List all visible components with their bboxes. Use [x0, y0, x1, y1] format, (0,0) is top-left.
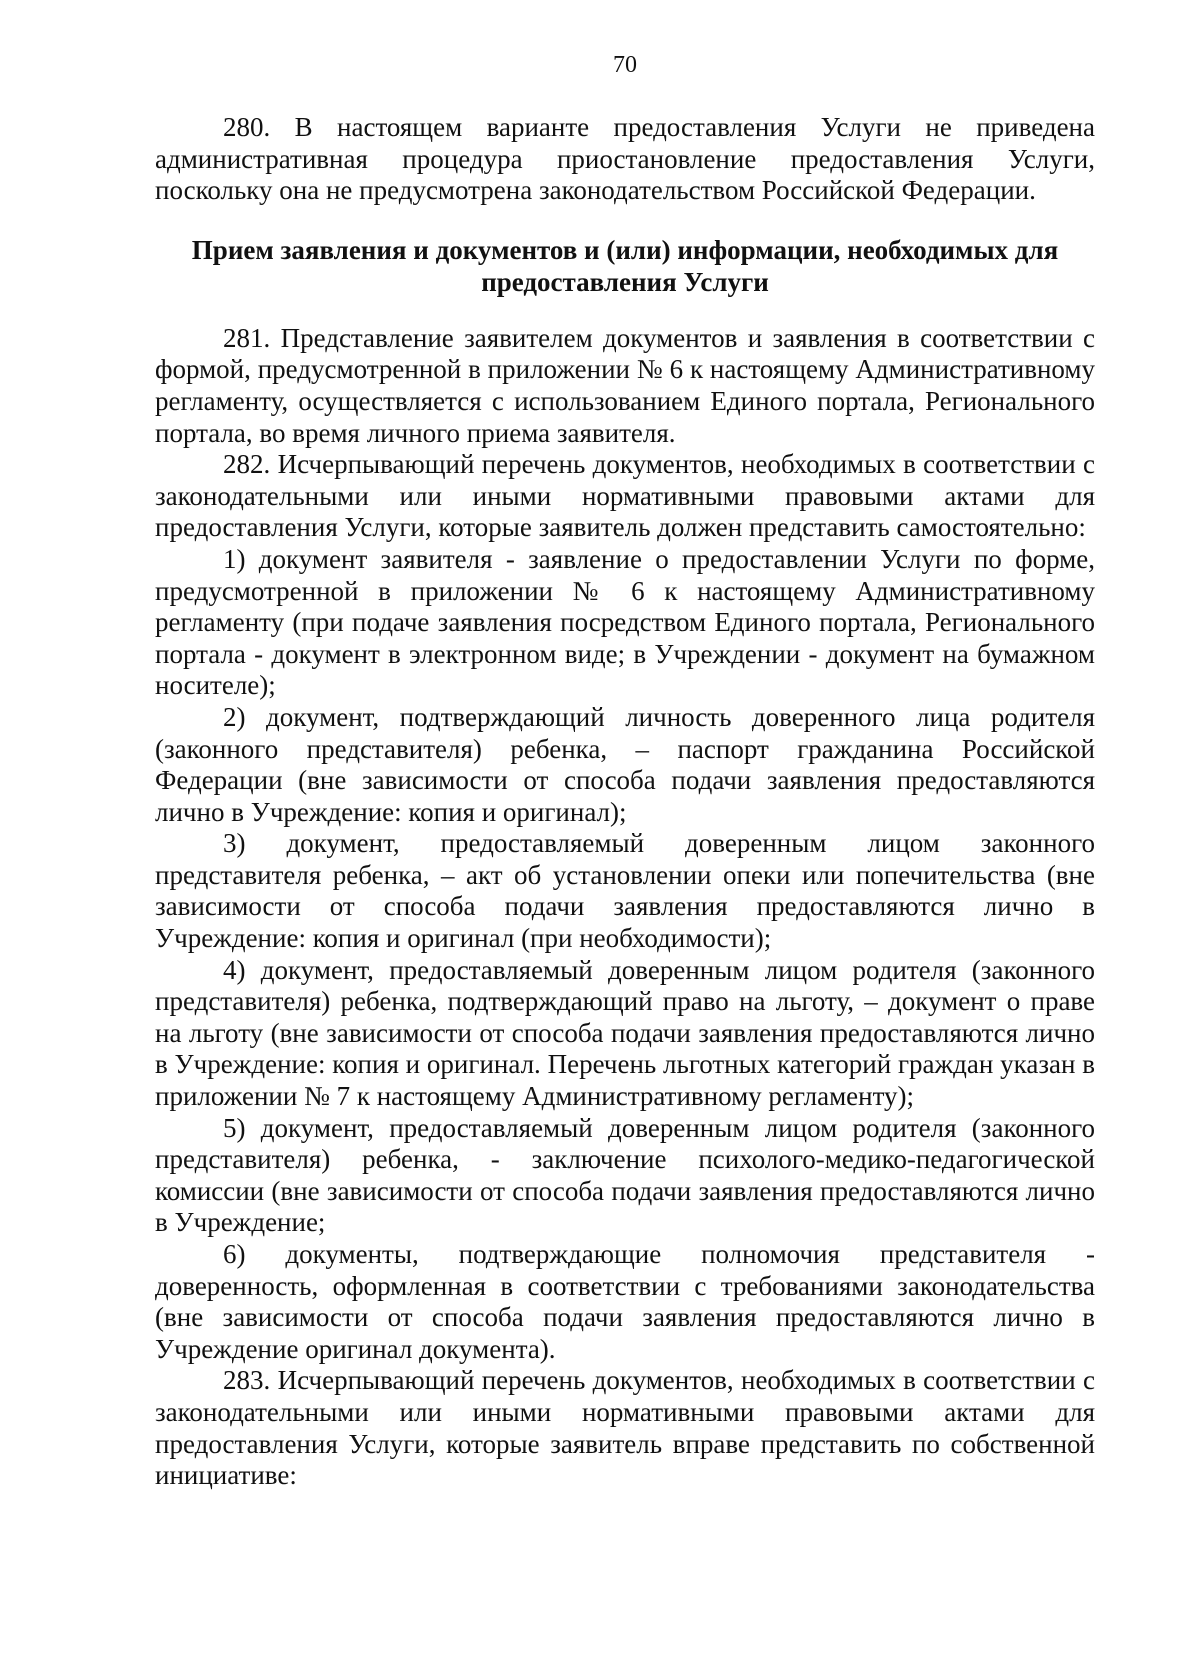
- section-heading: [155, 234, 1095, 298]
- section-heading-line-1: Прием заявления и документов и (или) информации, необходимых для: [191, 234, 1059, 265]
- list-item-1: 1) документ заявителя - заявление о предоставлении Услуги по форме, предусмотренной в приложении № 6 к настоящему Административному регламенту (при подаче заявления посредством Единого портала, Регионального портала - документ в электронном виде; в Учреждении - документ на бумажном носителе);: [155, 543, 1095, 701]
- list-item-2: 2) документ, подтверждающий личность доверенного лица родителя (законного представителя) ребенка, – паспорт гражданина Российской Федерации (вне зависимости от способа подачи заявления предоставляются лично в Учреждение: копия и оригинал);: [155, 701, 1095, 827]
- paragraph-280: 280. В настоящем варианте предоставления Услуги не приведена административная процедура приостановление предоставления Услуги, поскольку она не предусмотрена законодательством Российской Федерации.: [155, 112, 1095, 206]
- list-item-6: 6) документы, подтверждающие полномочия представителя - доверенность, оформленная в соответствии с требованиями законодательства (вне зависимости от способа подачи заявления предоставляются лично в Учреждение оригинал документа).: [155, 1239, 1095, 1364]
- document-body: [155, 112, 1095, 1492]
- page-number: 70: [613, 52, 637, 78]
- list-item-4: 4) документ, предоставляемый доверенным лицом родителя (законного представителя) ребенка, подтверждающий право на льготу, – документ о праве на льготу (вне зависимости от способа подачи заявления предоставляются лично в Учреждение: копия и оригинал. Перечень льготных категорий граждан указан в приложении № 7 к настоящему Административному регламенту);: [155, 954, 1095, 1112]
- list-item-3: 3) документ, предоставляемый доверенным лицом законного представителя ребенка, – акт об установлении опеки или попечительства (вне зависимости от способа подачи заявления предоставляются лично в Учреждение: копия и оригинал (при необходимости);: [155, 828, 1095, 954]
- paragraph-282: 282. Исчерпывающий перечень документов, необходимых в соответствии с законодательными или иными нормативными правовыми актами для предоставления Услуги, которые заявитель должен представить самостоятельно:: [155, 449, 1095, 543]
- section-heading-line-2: предоставления Услуги: [481, 266, 769, 297]
- list-item-5: 5) документ, предоставляемый доверенным лицом родителя (законного представителя) ребенка, - заключение психолого-медико-педагогической комиссии (вне зависимости от способа подачи заявления предоставляются лично в Учреждение;: [155, 1112, 1095, 1238]
- paragraph-283: 283. Исчерпывающий перечень документов, необходимых в соответствии с законодательными или иными нормативными правовыми актами для предоставления Услуги, которые заявитель вправе представить по собственной инициативе:: [155, 1365, 1095, 1491]
- paragraph-281: 281. Представление заявителем документов и заявления в соответствии с формой, предусмотренной в приложении № 6 к настоящему Административному регламенту, осуществляется с использованием Единого портала, Регионального портала, во время личного приема заявителя.: [155, 322, 1095, 448]
